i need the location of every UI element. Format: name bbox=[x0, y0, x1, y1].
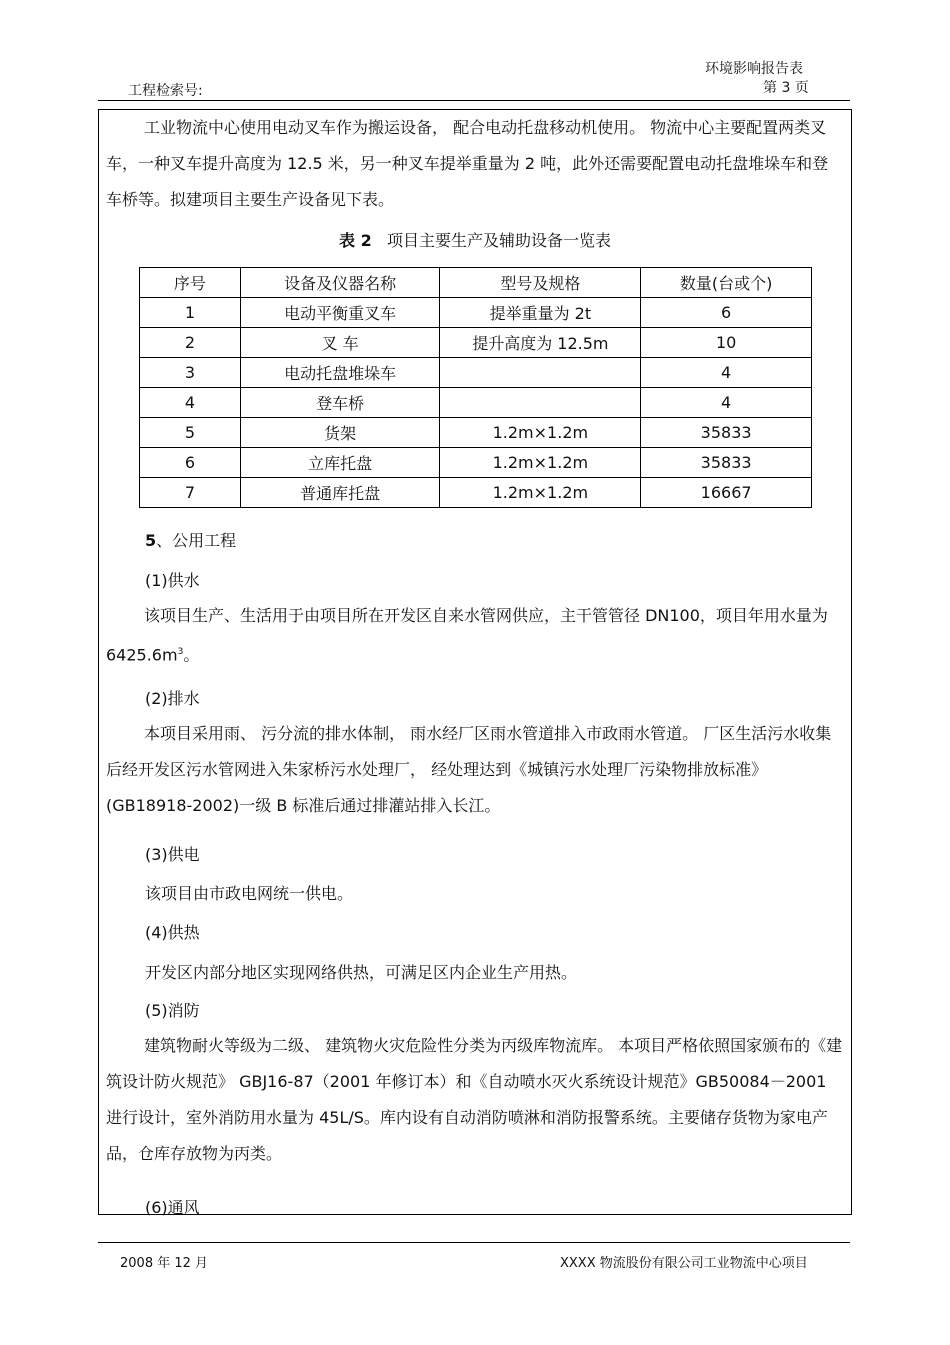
cell-number: 1 bbox=[140, 298, 241, 328]
section-5-heading: 5、公用工程 bbox=[145, 531, 237, 550]
fire-text: 建筑物耐火等级为二级、 建筑物火灾危险性分类为丙级库物流库。 本项目严格依照国家颁布的《建筑设计防火规范》 GBJ16-87（2001 年修订本）和《自动喷水灭火系统设计规范》GB50084－2001 进行设计，室外消防用水量为 45L/S。库内设有自动消防喷淋和消防报警系统。主要储存货物为家电产品，仓库存放物为丙类。 bbox=[106, 1036, 843, 1163]
cell-quantity: 35833 bbox=[641, 448, 812, 478]
table-row bbox=[140, 418, 812, 448]
cell-number: 6 bbox=[140, 448, 241, 478]
cell-number: 3 bbox=[140, 358, 241, 388]
table-header-row bbox=[140, 268, 812, 298]
footer-date: 2008 年 12 月 bbox=[120, 1256, 209, 1271]
cell-spec: 提升高度为 12.5m bbox=[440, 328, 641, 358]
heating-text: 开发区内部分地区实现网络供热，可满足区内企业生产用热。 bbox=[145, 963, 578, 982]
cell-equipment-name: 登车桥 bbox=[240, 388, 440, 418]
heating-heading: (4)供热 bbox=[145, 923, 200, 942]
power-heading: (3)供电 bbox=[145, 845, 200, 864]
header-right bbox=[705, 60, 830, 98]
cell-quantity: 35833 bbox=[641, 418, 812, 448]
cell-spec bbox=[440, 358, 641, 388]
col-header-quantity: 数量(台或个) bbox=[641, 268, 812, 298]
cell-spec: 提举重量为 2t bbox=[440, 298, 641, 328]
cell-equipment-name: 货架 bbox=[240, 418, 440, 448]
cell-equipment-name: 电动托盘堆垛车 bbox=[240, 358, 440, 388]
cell-spec bbox=[440, 388, 641, 418]
col-header-spec: 型号及规格 bbox=[440, 268, 641, 298]
table-row bbox=[140, 358, 812, 388]
ventilation-heading: (6)通风 bbox=[145, 1198, 200, 1217]
retrieval-number-label: 工程检索号: bbox=[128, 83, 203, 99]
cell-equipment-name: 电动平衡重叉车 bbox=[240, 298, 440, 328]
cell-equipment-name: 立库托盘 bbox=[240, 448, 440, 478]
cell-quantity: 6 bbox=[641, 298, 812, 328]
report-type-label: 环境影响报告表 bbox=[705, 61, 803, 77]
cell-spec: 1.2m×1.2m bbox=[440, 418, 641, 448]
cell-number: 4 bbox=[140, 388, 241, 418]
table-row bbox=[140, 298, 812, 328]
drainage-heading: (2)排水 bbox=[145, 689, 200, 708]
footer-divider bbox=[98, 1242, 850, 1243]
drainage-text: 本项目采用雨、 污分流的排水体制， 雨水经厂区雨水管道排入市政雨水管道。 厂区生活污水收集后经开发区污水管网进入朱家桥污水处理厂， 经处理达到《城镇污水处理厂污染物排放标准》 (GB18918-2002)一级 B 标准后通过排灌站排入长江。 bbox=[106, 724, 832, 815]
cell-equipment-name: 普通库托盘 bbox=[240, 478, 440, 508]
table-row bbox=[140, 388, 812, 418]
cell-quantity: 16667 bbox=[641, 478, 812, 508]
cell-quantity: 4 bbox=[641, 388, 812, 418]
page-number: 第 3 页 bbox=[763, 80, 809, 96]
table-row bbox=[140, 478, 812, 508]
footer-project: XXXX 物流股份有限公司工业物流中心项目 bbox=[560, 1256, 808, 1271]
cell-spec: 1.2m×1.2m bbox=[440, 478, 641, 508]
water-supply-heading: (1)供水 bbox=[145, 571, 200, 590]
cell-spec: 1.2m×1.2m bbox=[440, 448, 641, 478]
cell-equipment-name: 叉 车 bbox=[240, 328, 440, 358]
fire-heading: (5)消防 bbox=[145, 1001, 200, 1020]
header-divider bbox=[98, 100, 850, 101]
col-header-number: 序号 bbox=[140, 268, 241, 298]
table-row bbox=[140, 448, 812, 478]
cell-quantity: 10 bbox=[641, 328, 812, 358]
col-header-equipment: 设备及仪器名称 bbox=[240, 268, 440, 298]
cell-number: 7 bbox=[140, 478, 241, 508]
cell-number: 5 bbox=[140, 418, 241, 448]
table-caption: 表 2 项目主要生产及辅助设备一览表 bbox=[339, 231, 611, 250]
power-text: 该项目由市政电网统一供电。 bbox=[145, 884, 354, 903]
intro-paragraph: 工业物流中心使用电动叉车作为搬运设备， 配合电动托盘移动机使用。 物流中心主要配置两类叉车，一种叉车提升高度为 12.5 米，另一种叉车提举重量为 2 吨，此外还需要配置电动托盘堆垛车和登车桥等。拟建项目主要生产设备见下表。 bbox=[106, 118, 829, 209]
cell-number: 2 bbox=[140, 328, 241, 358]
equipment-table bbox=[139, 267, 812, 508]
cell-quantity: 4 bbox=[641, 358, 812, 388]
water-supply-text: 该项目生产、生活用于由项目所在开发区自来水管网供应，主干管管径 DN100，项目年用水量为 $6425.6m^3$。 bbox=[106, 606, 828, 665]
table-row bbox=[140, 328, 812, 358]
